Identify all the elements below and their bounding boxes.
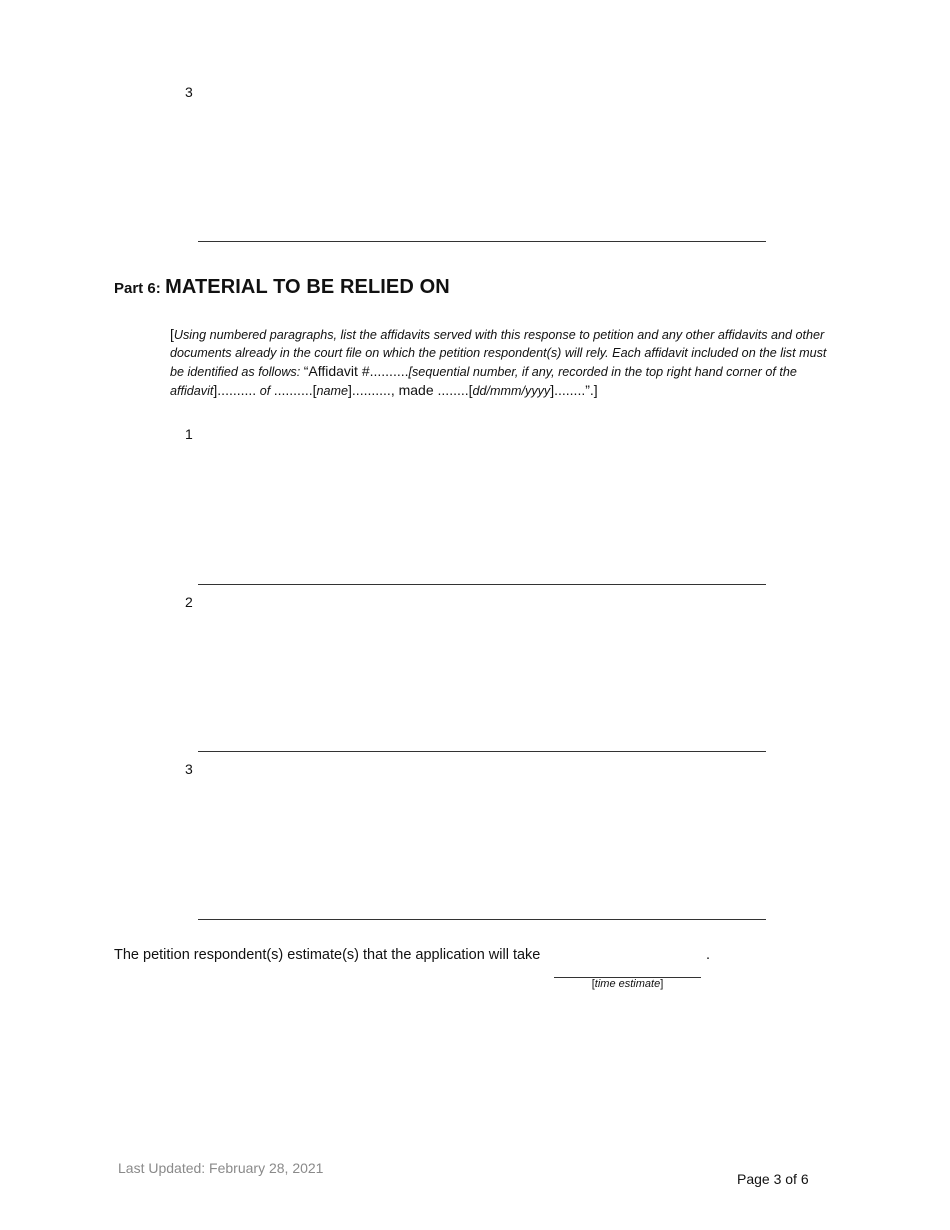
answer-line-2[interactable] — [198, 751, 766, 752]
list-item-number: 3 — [185, 761, 193, 777]
page-number: Page 3 of 6 — [737, 1171, 809, 1187]
answer-line-prev-3 — [198, 241, 766, 242]
list-item-number: 1 — [185, 426, 193, 442]
time-estimate-period: . — [706, 947, 711, 963]
time-estimate-statement: The petition respondent(s) estimate(s) that the application will take — [114, 947, 541, 963]
last-updated-footer: Last Updated: February 28, 2021 — [118, 1160, 324, 1176]
answer-line-1[interactable] — [198, 584, 766, 585]
part-label: Part 6: — [114, 280, 161, 297]
time-estimate-caption: [time estimate] — [591, 978, 664, 990]
list-item-number: 2 — [185, 594, 193, 610]
item-number-prev-3: 3 — [185, 84, 193, 100]
part6-instructions: [Using numbered paragraphs, list the affidavits served with this response to petition and any other affidavits and other documents already in the court file on which the petition respondent(s) will rely. Each affidavit included on the list must be identified as follows: “Affidavit #..........[sequential number, if any, recorded in the top right hand corner of the affidavit].......... of ..........[name].........., made ........[dd/mmm/yyyy]........”.] — [170, 326, 827, 398]
part-heading — [114, 276, 450, 299]
answer-line-3[interactable] — [198, 919, 766, 920]
part-title: MATERIAL TO BE RELIED ON — [165, 276, 450, 298]
